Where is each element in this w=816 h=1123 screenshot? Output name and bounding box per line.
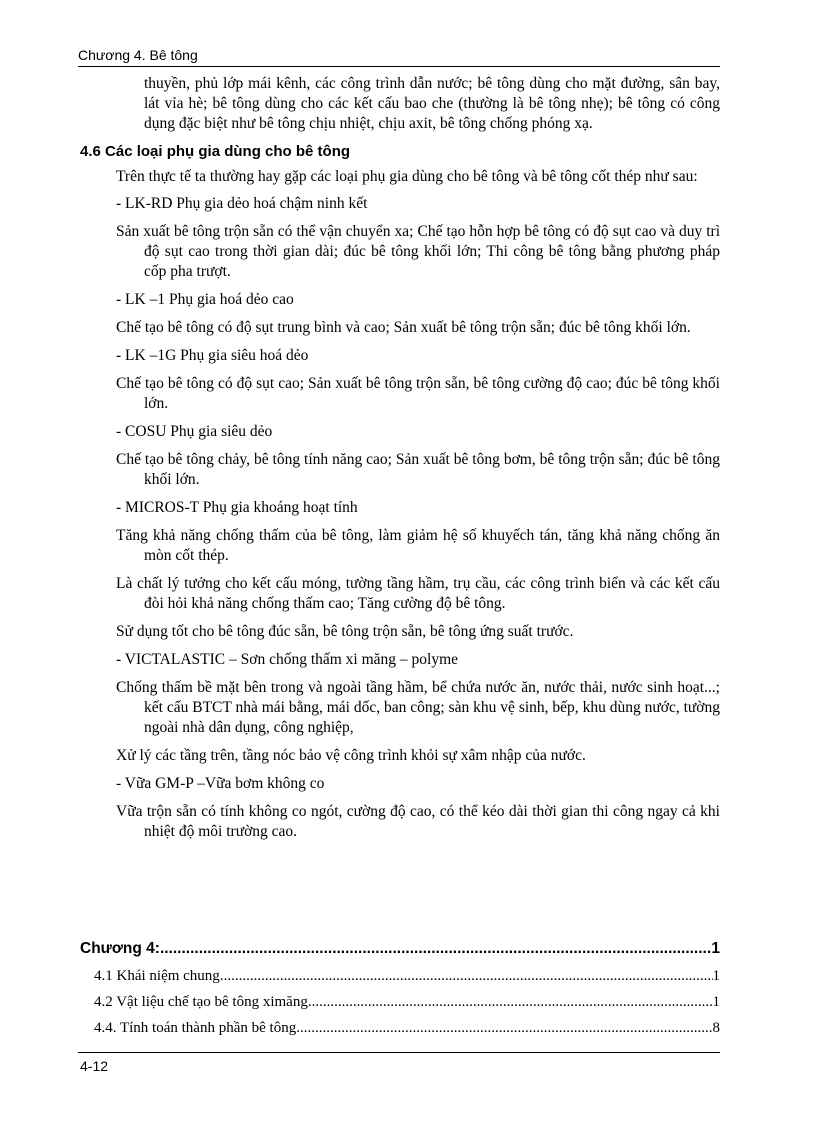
toc-page-number: 1 bbox=[711, 940, 720, 957]
additive-title: - COSU Phụ gia siêu dẻo bbox=[116, 423, 273, 440]
additive-title: - VICTALASTIC – Sơn chống thấm xi măng – polyme bbox=[116, 651, 459, 668]
footer-divider bbox=[78, 1052, 720, 1053]
additive-description: Chế tạo bê tông có độ sụt trung bình và cao; Sản xuất bê tông trộn sẵn; đúc bê tông khối lớn. bbox=[116, 319, 691, 336]
page-body bbox=[80, 74, 720, 850]
running-header: Chương 4. Bê tông bbox=[78, 46, 720, 67]
section-intro: Trên thực tế ta thường hay gặp các loại phụ gia dùng cho bê tông và bê tông cốt thép như sau: bbox=[116, 168, 698, 185]
page-number: 4-12 bbox=[80, 1058, 109, 1074]
additive-title: - LK –1 Phụ gia hoá dẻo cao bbox=[116, 291, 294, 308]
additive-description: Chế tạo bê tông chảy, bê tông tính năng cao; Sản xuất bê tông bơm, bê tông trộn sẵn; đúc bê tông khối lớn. bbox=[116, 451, 720, 488]
additive-description: Sản xuất bê tông trộn sẵn có thể vận chuyển xa; Chế tạo hỗn hợp bê tông có độ sụt cao và duy trì độ sụt cao trong thời gian dài; đúc bê tông khối lớn; Thi công bê tông bằng phương pháp cốp pha trượt. bbox=[116, 223, 720, 280]
additive-title: - LK-RD Phụ gia dẻo hoá chậm ninh kết bbox=[116, 195, 368, 212]
toc-leader-dots bbox=[308, 994, 713, 1011]
toc-entry[interactable] bbox=[80, 1020, 720, 1040]
continuation-paragraph: thuyền, phủ lớp mái kênh, các công trình dẫn nước; bê tông dùng cho mặt đường, sân bay, lát vỉa hè; bê tông dùng cho các kết cấu bao che (thường là bê tông nhẹ); bê tông có công dụng đặc biệt như bê tông chịu nhiệt, chịu axit, bê tông chống phóng xạ. bbox=[144, 75, 720, 132]
additive-description: Xử lý các tầng trên, tầng nóc bảo vệ công trình khỏi sự xâm nhập của nước. bbox=[116, 747, 586, 764]
additive-description: Vữa trộn sẵn có tính không co ngót, cường độ cao, có thể kéo dài thời gian thi công ngay cả khi nhiệt độ môi trường cao. bbox=[116, 803, 720, 840]
toc-page-number: 1 bbox=[712, 994, 720, 1010]
toc-page-number: 8 bbox=[712, 1020, 720, 1036]
additive-title: - MICROS-T Phụ gia khoáng hoạt tính bbox=[116, 499, 358, 516]
toc-leader-dots bbox=[220, 968, 713, 985]
table-of-contents bbox=[80, 940, 720, 1046]
additive-description: Sử dụng tốt cho bê tông đúc sẵn, bê tông trộn sẵn, bê tông ứng suất trước. bbox=[116, 623, 574, 640]
toc-label: Chương 4: bbox=[80, 940, 160, 957]
toc-label: 4.2 Vật liệu chế tạo bê tông ximăng bbox=[94, 994, 308, 1010]
toc-entry-chapter-4[interactable] bbox=[80, 940, 720, 962]
additive-description: Chống thấm bề mặt bên trong và ngoài tầng hầm, bể chứa nước ăn, nước thải, nước sinh hoạt...; kết cấu BTCT nhà mái bằng, mái dốc, ban công; sàn khu vệ sinh, bếp, khu dùng nước, tường ngoài nhà dân dụng, công nghiệp, bbox=[116, 679, 720, 736]
toc-label: 4.1 Khái niệm chung bbox=[94, 968, 220, 984]
toc-leader-dots bbox=[296, 1020, 712, 1037]
toc-leader-dots bbox=[160, 940, 711, 958]
section-heading: 4.6 Các loại phụ gia dùng cho bê tông bbox=[80, 143, 351, 160]
additive-description: Tăng khả năng chống thấm của bê tông, làm giảm hệ số khuyếch tán, tăng khả năng chống ăn mòn cốt thép. bbox=[116, 527, 720, 564]
toc-entry[interactable] bbox=[80, 994, 720, 1014]
toc-page-number: 1 bbox=[712, 968, 720, 984]
additive-title: - Vữa GM-P –Vữa bơm không co bbox=[116, 775, 325, 792]
additive-description: Chế tạo bê tông có độ sụt cao; Sản xuất bê tông trộn sẵn, bê tông cường độ cao; đúc bê tông khối lớn. bbox=[116, 375, 720, 412]
additive-description: Là chất lý tưởng cho kết cấu móng, tường tầng hầm, trụ cầu, các công trình biển và các kết cấu đòi hỏi khả năng chống thấm cao; Tăng cường độ bê tông. bbox=[116, 575, 720, 612]
additive-title: - LK –1G Phụ gia siêu hoá dẻo bbox=[116, 347, 309, 364]
toc-entry[interactable] bbox=[80, 968, 720, 988]
toc-label: 4.4. Tính toán thành phần bê tông bbox=[94, 1020, 297, 1036]
